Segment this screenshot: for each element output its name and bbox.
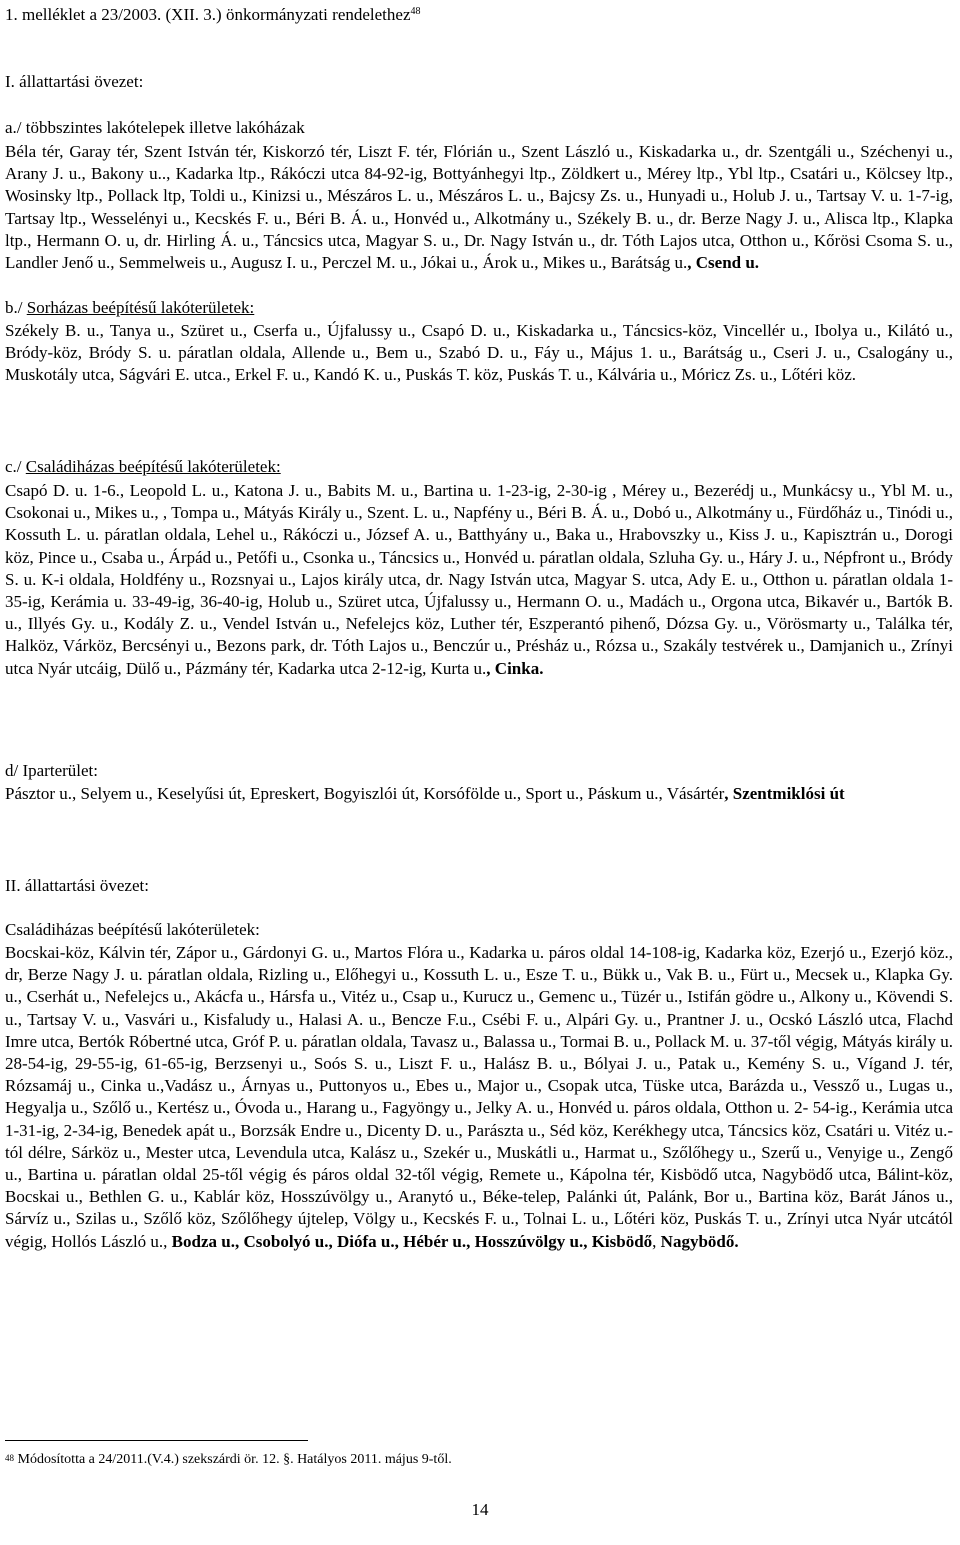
section-d-body: Pásztor u., Selyem u., Keselyűsi út, Epreskert, Bogyiszlói út, Korsófölde u., Sport u., Páskum u., Vásártér [5,784,725,803]
header-text: 1. melléklet a 23/2003. (XII. 3.) önkormányzati rendelethez [5,5,411,24]
zone2-end-bold: Nagybödő. [660,1231,739,1251]
section-b-text: Székely B. u., Tanya u., Szüret u., Cserfa u., Újfalussy u., Csapó D. u., Kiskadarka u., Táncsics-köz, Vincellér u., Ibolya u., Kilátó u., Bródy-köz, Bródy S. u. páratlan oldala, Allende u., Bem u., Szabó D. u., Fáy u., Május 1. u., Barátság u., Cseri J. u., Csalogány u., Muskotály utca, Ságvári E. utca., Erkel F. u., Kandó K. u., Puskás T. köz, Puskás T. u., Kálvária u., Móricz Zs. u., Lőtéri köz. [5,321,953,385]
zone2-title: II. állattartási övezet: [5,876,149,895]
section-b-prefix: b./ [5,298,27,317]
section-c-text [5,480,953,680]
footnote-text: Módosította a 24/2011.(V.4.) szekszárdi ör. 12. §. Hatályos 2011. május 9-től. [14,1452,452,1467]
zone1-title: I. állattartási övezet: [5,72,144,91]
section-c-body: Csapó D. u. 1-6., Leopold L. u., Katona J. u., Babits M. u., Bartina u. 1-23-ig, 2-30-ig , Mérey u., Bezerédj u., Munkácsy u., Ybl M. u., Csokonai u., Mikes u., , Tompa u., Mátyás Király u., Szent. L. u., Napfény u., Béri B. Á. u., Dobó u., Alkotmány u., Fürdőház u., Tinódi u., Kossuth L. u. páratlan oldala, Lehel u., Rákóczi u., József A. u., Batthyány u., Baka u., Hrabovszky u., Kiss J. u., Kapisztrán u., Dorogi köz, Pince u., Csaba u., Árpád u., Petőfi u., Csonka u., Táncsics u., Honvéd u. páratlan oldala, Szluha Gy. u., Háry J. u., Népfront u., Bródy S. u. K-i oldala, Holdfény u., Rozsnyai u., Lajos király utca, dr. Nagy István utca, Magyar S. utca, Ady E. u., Otthon u. páratlan oldala 1-35-ig, Kerámia u. 33-49-ig, 36-40-ig, Holub u., Szüret utca, Újfalussy u., Hermann O. u., Madách u., Orgona utca, Bikavér u., Bartók B. u., Illyés Gy. u., Kodály Z. u., Vendel István u., Nefelejcs köz, Luther tér, Eszperantó pihenő, Dózsa Gy. u., Vörösmarty u., Találka tér, Halköz, Várköz, Bercsényi u., Bezons park, dr. Tóth Lajos u., Benczúr u., Présház u., Rózsa u., Szakály testvérek u., Damjanich u., Zrínyi utca Nyár utcáig, Dülő u., Pázmány tér, Kadarka utca 2-12-ig, Kurta u. [5,481,953,678]
section-d-text [5,783,953,805]
section-d-title: d/ Iparterület: [5,761,98,780]
section-c-prefix: c./ [5,457,26,476]
footnote-ref: 48 [410,6,421,17]
section-b-heading: Sorházas beépítésű lakóterületek: [26,298,255,317]
footnote-number: 48 [5,1453,14,1463]
section-a-text [5,141,953,274]
page-number: 14 [471,1500,489,1519]
section-b-title [5,298,254,318]
footnote [5,1451,452,1469]
section-c-title [5,457,281,477]
section-d-bold-tail: , Szentmiklósi út [724,784,845,803]
zone2-subtitle: Családiházas beépítésű lakóterületek: [5,920,260,939]
zone2-body: Bocskai-köz, Kálvin tér, Zápor u., Gárdonyi G. u., Martos Flóra u., Kadarka u. páros oldal 14-108-ig, Kadarka köz, Ezerjó u., Ezerjó köz., dr, Berze Nagy J. u. páratlan oldala, Rizling u., Előhegyi u., Kossuth L. u., Esze T. u., Bükk u., Vak B. u., Fürt u., Mecsek u., Klapka Gy. u., Cserhát u., Nefelejcs u., Akácfa u., Hársfa u., Vitéz u., Csap u., Kurucz u., Gemenc u., Tüzér u., Istifán gödre u., Alkony u., Kövendi S. u., Tartsay V. u., Vasvári u., Kisfaludy u., Halasi A. u., Bencze F.u., Csébi F. u., Alpári Gy. u., Prantner J. u., Ocskó László utca, Flachd Imre utca, Bertók Róbertné utca, Gróf P. u. páratlan oldala, Tavasz u., Balassa u., Tormai B. u., Pollack M. u. 37-től végig, Mátyás király u. 28-54-ig, 29-55-ig, 61-65-ig, Berzsenyi u., Soós S. u., Liszt F. u., Halász B. u., Bólyai J. u., Patak u., Kemény S. u., Vígand J. tér, Rózsamáj u., Cinka u.,Vadász u., Árnyas u., Puttonyos u., Ebes u., Major u., Csopak utca, Tüske utca, Barázda u., Vessző u., Lugas u., Hegyalja u., Szőlő u., Kertész u., Óvoda u., Harang u., Fagyöngy u., Jelky A. u., Honvéd u. páros oldala, Otthon u. 2- 54-ig., Kerámia utca 1-31-ig, 2-34-ig, Benedek apát u., Borzsák Endre u., Dicenty D. u., Parászta u., Séd köz, Kerékhegy utca, Táncsics köz, Csatári u. Vitéz u.-tól délre, Sárköz u., Mester utca, Levendula utca, Kalász u., Szekér u., Muskátli u., Harmat u., Szőlőhegy u., Szerű u., Venyige u., Zengő u., Bartina u. páratlan oldal 25-től végig és páros oldal 32-től végig, Remete u., Kápolna tér, Kisbödő utca, Nagybödő utca, Bálint-köz, Bocskai u., Bethlen G. u., Kablár köz, Hosszúvölgy u., Aranytó u., Béke-telep, Palánki út, Palánk, Bor u., Bartina köz, Barát János u., Sárvíz u., Szilas u., Szőlő köz, Szőlőhegy újtelep, Völgy u., Kecskés F. u., Tolnai L. u., Lőtéri köz, Puskás T. u., Zrínyi utca Nyár utcától végig, Hollós László u., [5,943,953,1251]
section-a-title: a./ többszintes lakótelepek illetve lakóházak [5,118,305,137]
section-a-body: Béla tér, Garay tér, Szent István tér, Kiskorzó tér, Liszt F. tér, Flórián u., Szent László u., Kiskadarka u., dr. Szentgáli u., Széchenyi u., Arany J. u., Bakony u.., Kadarka ltp., Rákóczi utca 84-92-ig, Bottyánhegyi ltp., Zöldkert u., Mérey ltp., Ybl ltp., Csatári u., Kölcsey ltp., Wosinsky ltp., Pollack ltp, Toldi u., Kinizsi u., Mészáros L. u., Mészáros L. u., Bajcsy Zs. u., Hunyadi u., Holub J. u., Tartsay V. u. 1-7-ig, Tartsay ltp., Wesselényi u., Kecskés F. u., Béri B. Á. u., Honvéd u., Alkotmány u., Székely B. u., dr. Berze Nagy J. u., Alisca ltp., Klapka ltp., Hermann O. u, dr. Hirling Á. u., Táncsics utca, Magyar S. u., Dr. Nagy István u., dr. Tóth Lajos utca, Otthon u., Kőrösi Csoma S. u., Landler Jenő u., Semmelweis u., Augusz I. u., Perczel M. u., Jókai u., Árok u., Mikes u., Barátság u. [5,142,953,273]
footnote-divider [5,1440,308,1441]
section-c-bold-tail: , Cinka. [486,658,544,678]
zone2-bold-tail: Bodza u., Csobolyó u., Diófa u., Hébér u., Hosszúvölgy u., Kisbödő [171,1231,653,1251]
section-c-heading: Családiházas beépítésű lakóterületek: [25,457,281,476]
zone2-end-text: , [652,1231,661,1251]
section-a-bold-tail: , Csend u. [687,253,760,273]
zone2-text [5,942,953,1253]
document-header [5,5,421,25]
